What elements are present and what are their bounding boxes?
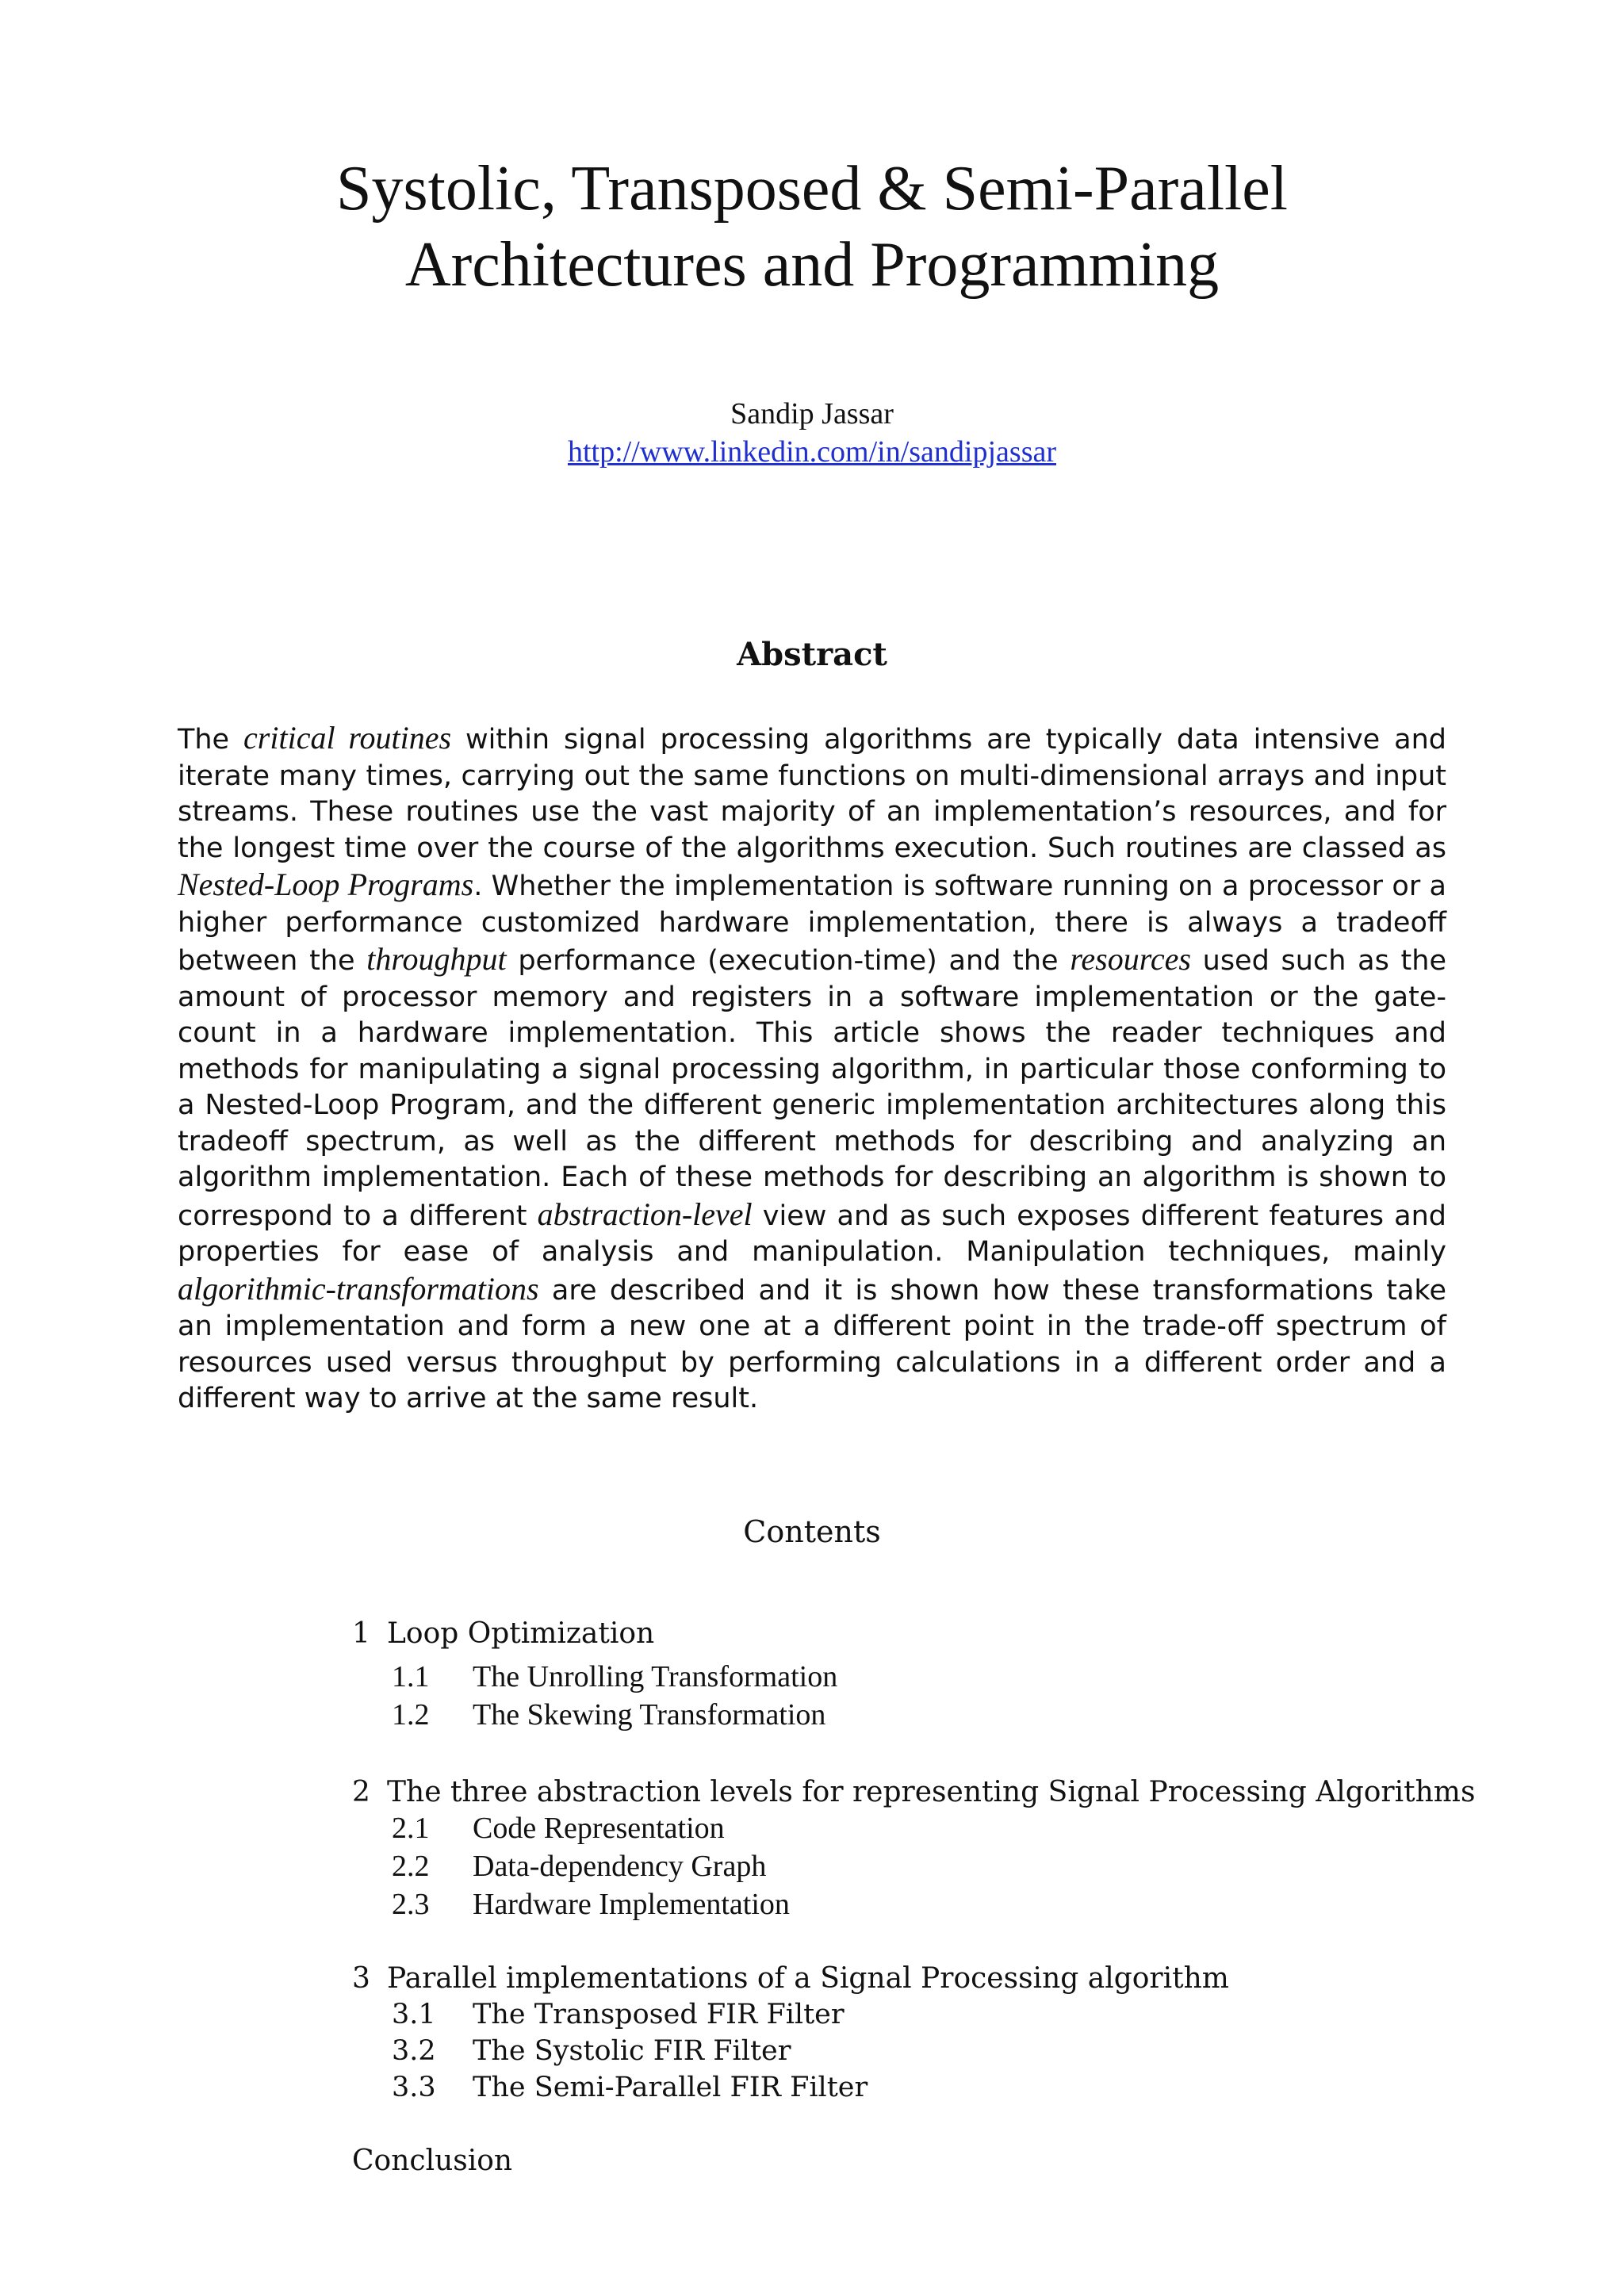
author-link[interactable]: http://www.linkedin.com/in/sandipjassar — [567, 435, 1056, 469]
toc-section-3[interactable] — [352, 1962, 1229, 1995]
abstract-emphasis: resources — [1070, 941, 1191, 977]
toc-item-3-3[interactable] — [392, 2072, 868, 2103]
abstract-emphasis: abstraction-level — [537, 1196, 753, 1232]
toc-section-2[interactable] — [352, 1776, 1475, 1808]
toc-section-1[interactable] — [352, 1617, 654, 1650]
abstract-emphasis: algorithmic-transformations — [178, 1270, 539, 1307]
toc-section-title: The three abstraction levels for representing Signal Processing Algorithms — [387, 1776, 1476, 1808]
toc-item-title: The Systolic FIR Filter — [473, 2035, 791, 2067]
contents-heading: Contents — [743, 1514, 881, 1549]
toc-item-number: 3.1 — [392, 1999, 436, 2030]
title-line-1: Systolic, Transposed & Semi-Parallel — [336, 154, 1288, 224]
toc-item-title: The Semi-Parallel FIR Filter — [473, 2072, 868, 2103]
abstract-emphasis: critical routines — [243, 720, 452, 756]
toc-item-number: 2.3 — [392, 1888, 430, 1921]
toc-item-number: 1.2 — [392, 1698, 430, 1732]
toc-item-number: 2.1 — [392, 1812, 430, 1845]
abstract-emphasis: Nested-Loop Programs — [178, 867, 474, 902]
toc-item-title: Code Representation — [473, 1812, 725, 1845]
abstract-body: The critical routines within signal processing algorithms are typically data intensive and iterate many times, carrying out the same functions on multi-dimensional arrays and input streams. These routines use the vast majority of an implementation’s resources, and for the longest time over the course of the algorithms execution. Such routines are classed as Nested-Loop Programs. Whether the implementation is software running on a processor or a higher performance customized hardware implementation, there is always a tradeoff between the throughput performance (execution-time) and the resources used such as the amount of processor memory and registers in a software implementation or the gate-count in a hardware implementation. This article shows the reader techniques and methods for manipulating a signal processing algorithm, in particular those conforming to a Nested-Loop Program, and the different generic implementation architectures along this tradeoff spectrum, as well as the different methods for describing and analyzing an algorithm implementation. Each of these methods for describing an algorithm is shown to correspond to a different abstraction-level view and as such exposes different features and properties for ease of analysis and manipulation. Manipulation techniques, mainly algorithmic-transformations are described and it is shown how these transformations take an implementation and form a new one at a different point in the trade-off spectrum of resources used versus throughput by performing calculations in a different order and a different way to arrive at the same result. — [178, 720, 1447, 1414]
toc-section-number: 1 — [352, 1617, 370, 1650]
toc-section-number: 2 — [352, 1776, 370, 1808]
author-name: Sandip Jassar — [730, 397, 894, 430]
toc-item-3-2[interactable] — [392, 2035, 791, 2067]
abstract-emphasis: throughput — [366, 941, 507, 977]
toc-conclusion[interactable]: Conclusion — [352, 2145, 513, 2177]
toc-item-1-2[interactable] — [392, 1697, 825, 1732]
toc-section-title: Parallel implementations of a Signal Processing algorithm — [387, 1962, 1229, 1995]
toc-section-number: 3 — [352, 1962, 370, 1995]
toc-item-title: The Unrolling Transformation — [473, 1660, 838, 1693]
toc-item-2-3[interactable] — [392, 1887, 790, 1922]
abstract-heading: Abstract — [737, 636, 887, 673]
toc-item-title: The Transposed FIR Filter — [473, 1999, 845, 2030]
toc-item-number: 1.1 — [392, 1660, 430, 1693]
toc-item-title: The Skewing Transformation — [473, 1698, 826, 1732]
toc-item-2-1[interactable] — [392, 1811, 725, 1846]
toc-item-1-1[interactable] — [392, 1659, 837, 1694]
toc-item-number: 2.2 — [392, 1850, 430, 1883]
toc-item-title: Hardware Implementation — [473, 1888, 790, 1921]
title-line-2: Architectures and Programming — [404, 230, 1220, 300]
toc-item-number: 3.2 — [392, 2035, 436, 2067]
toc-item-2-2[interactable] — [392, 1849, 766, 1884]
toc-item-number: 3.3 — [392, 2072, 436, 2103]
toc-item-3-1[interactable] — [392, 1999, 845, 2030]
toc-section-title: Loop Optimization — [387, 1617, 655, 1650]
toc-item-title: Data-dependency Graph — [473, 1850, 767, 1883]
